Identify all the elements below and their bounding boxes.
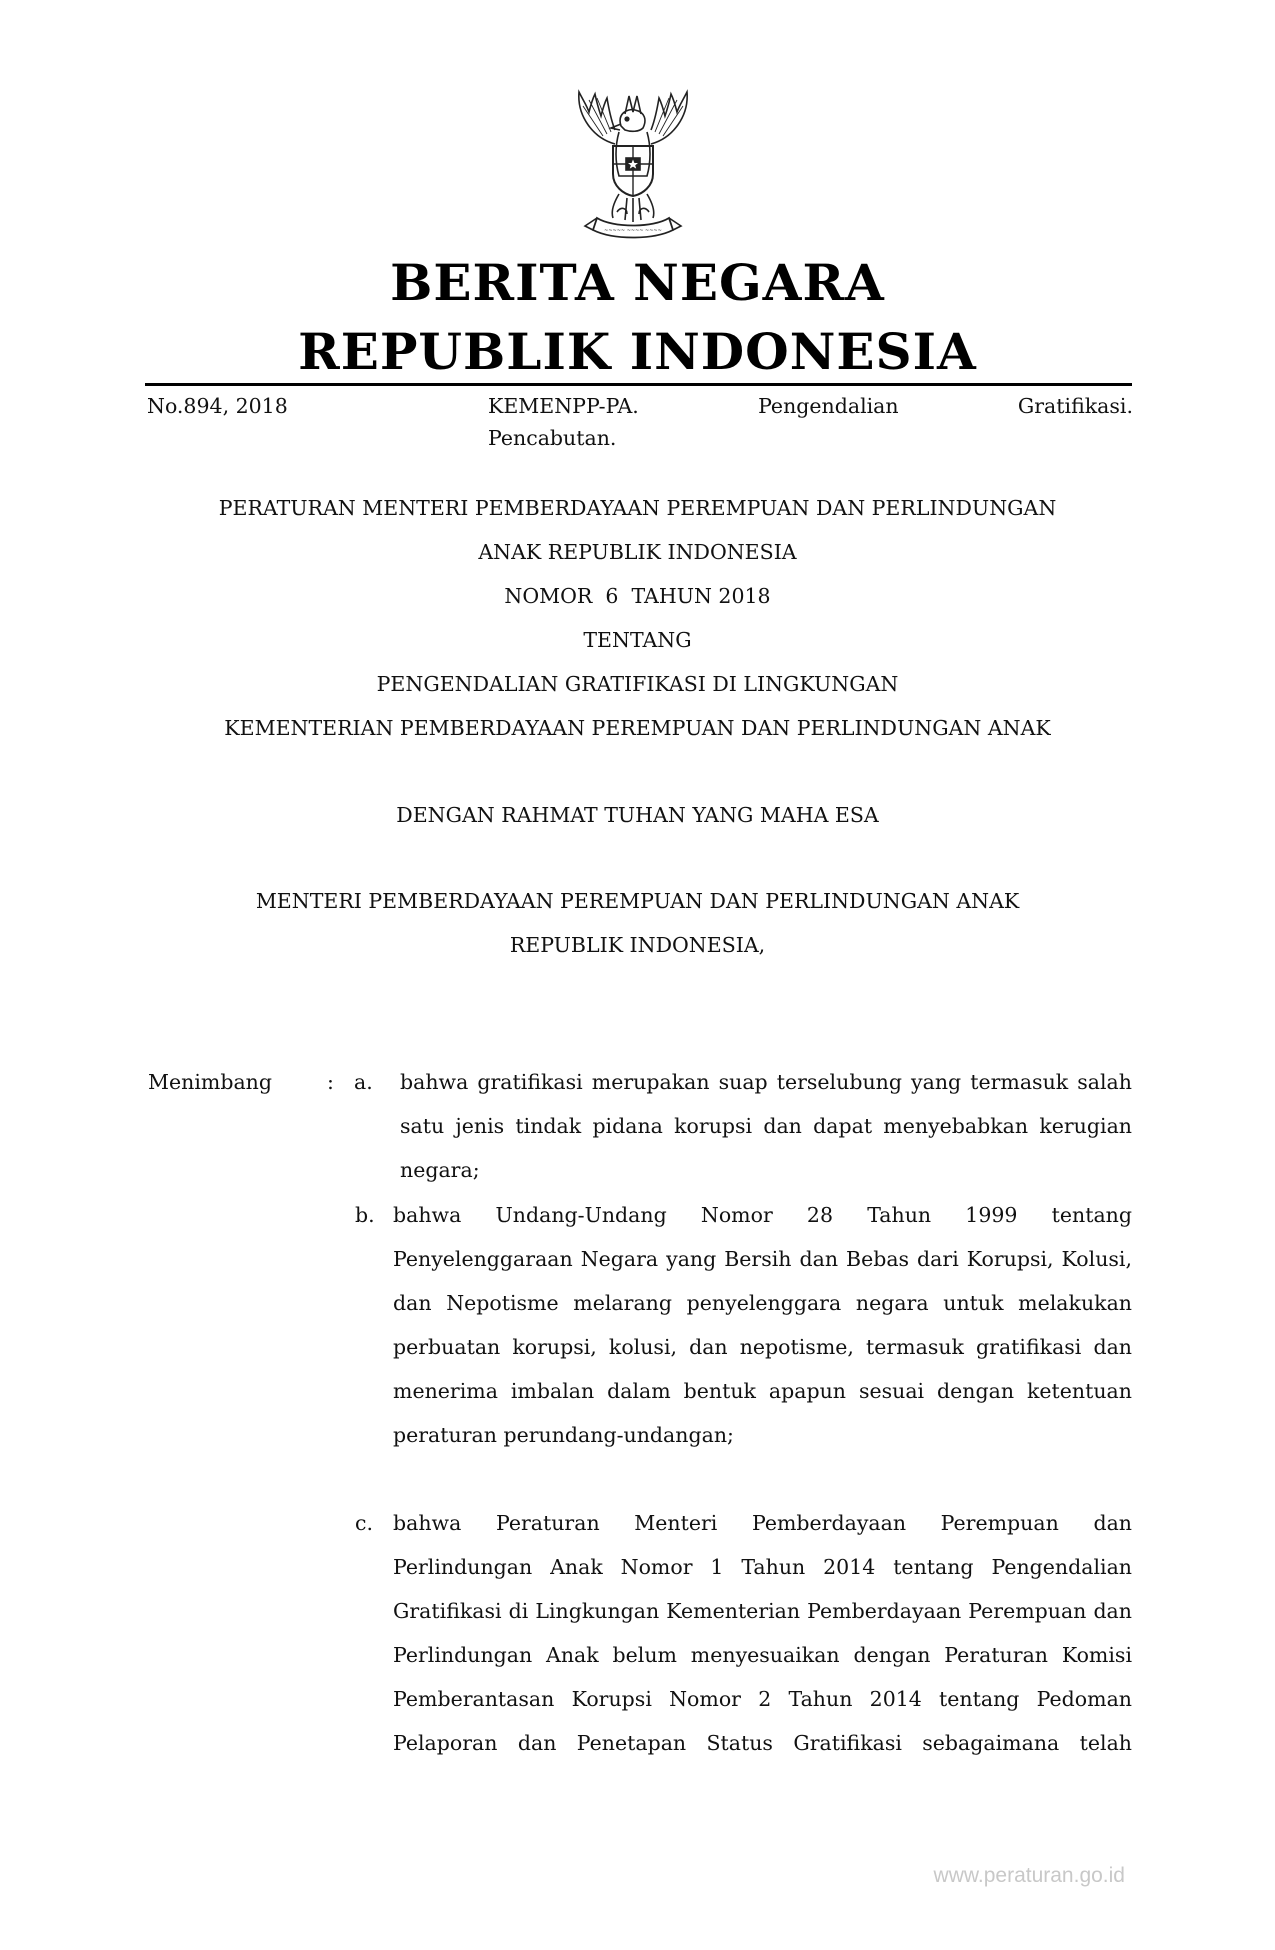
gazette-number: No.894, 2018 — [147, 394, 288, 418]
item-letter: c. — [355, 1511, 373, 1535]
svg-text:~~~~~ ~~~~ ~~~~: ~~~~~ ~~~~ ~~~~ — [604, 228, 662, 234]
menimbang-colon: : — [327, 1070, 334, 1094]
header-rule — [145, 383, 1132, 386]
menimbang-label: Menimbang — [148, 1070, 272, 1094]
minister-title: MENTERI PEMBERDAYAAN PEREMPUAN DAN PERLINDUNGAN ANAK — [255, 889, 1020, 913]
regulation-title-line: PERATURAN MENTERI PEMBERDAYAAN PEREMPUAN DAN PERLINDUNGAN — [218, 496, 1057, 520]
regulation-subject-line: PENGENDALIAN GRATIFIKASI DI LINGKUNGAN — [376, 672, 899, 696]
consideration-item: bahwa Peraturan Menteri Pemberdayaan Perempuan dan Perlindungan Anak Nomor 1 Tahun 2014 tentang Pengendalian Gratifikasi di Lingkungan Kementerian Pemberdayaan Perempuan dan Perlindungan Anak belum menyesuaikan dengan Peraturan Komisi Pemberantasan Korupsi Nomor 2 Tahun 2014 tentang Pedoman Pelaporan dan Penetapan Status Gratifikasi sebagaimana telah — [393, 1511, 1132, 1755]
regulation-about: TENTANG — [583, 628, 692, 652]
item-letter: a. — [354, 1070, 373, 1094]
regulation-title-line: ANAK REPUBLIK INDONESIA — [478, 540, 797, 564]
website-watermark: www.peraturan.go.id — [933, 1864, 1125, 1887]
item-letter: b. — [355, 1203, 375, 1227]
consideration-item: bahwa gratifikasi merupakan suap terselubung yang termasuk salah satu jenis tindak pidana korupsi dan dapat menyebabkan kerugian negara; — [400, 1070, 1132, 1182]
gazette-subject — [488, 390, 1133, 454]
subject-ministry: KEMENPP-PA. — [488, 394, 639, 418]
consideration-item: bahwa Undang-Undang Nomor 28 Tahun 1999 tentang Penyelenggaraan Negara yang Bersih dan Bebas dari Korupsi, Kolusi, dan Nepotisme melarang penyelenggara negara untuk melakukan perbuatan korupsi, kolusi, dan nepotisme, termasuk gratifikasi dan menerima imbalan dalam bentuk apapun sesuai dengan ketentuan peraturan perundang-undangan; — [393, 1203, 1132, 1447]
invocation: DENGAN RAHMAT TUHAN YANG MAHA ESA — [396, 803, 879, 827]
subject-topic: Pengendalian — [758, 394, 899, 418]
masthead-title: BERITA NEGARA — [390, 253, 885, 312]
regulation-number: NOMOR 6 TAHUN 2018 — [504, 584, 771, 608]
garuda-emblem-icon — [553, 86, 713, 246]
subject-action: Pencabutan. — [488, 426, 617, 450]
subject-topic-2: Gratifikasi. — [1017, 394, 1133, 418]
masthead-subtitle: REPUBLIK INDONESIA — [298, 322, 977, 381]
minister-title: REPUBLIK INDONESIA, — [509, 933, 766, 957]
regulation-subject-line: KEMENTERIAN PEMBERDAYAAN PEREMPUAN DAN PERLINDUNGAN ANAK — [224, 716, 1051, 740]
